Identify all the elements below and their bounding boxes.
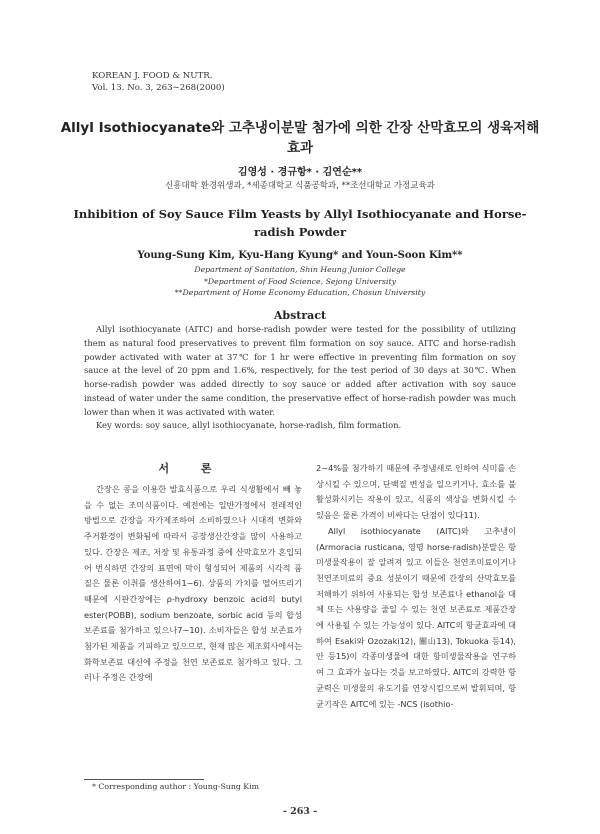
affiliation-1: Department of Sanitation, Shin Heung Junior College: [194, 265, 406, 274]
journal-volume: Vol. 13. No. 3, 263∼268(2000): [92, 83, 225, 93]
journal-name: KOREAN J. FOOD & NUTR.: [92, 71, 213, 81]
paragraph: 간장은 콩을 이용한 발효식품으로 우리 식생활에서 빼 놓을 수 없는 조미식품이다. 예전에는 일반가정에서 전래적인 방법으로 간장을 자가제조하여 소비하였으나 시대적 변화와 주거환경이 변화됨에 따라서 공장생산간장을 많이 사용하고 있다. 간장은 제조, 저장 및 유통과정 중에 산막효모가 혼입되어 번식하면 간장의 표면에 막이 형성되어 제품의 시각적 품질은 물론 이취를 생산하여1∼6). 상품의 가치를 떨어뜨리기 때문에 시판간장에는 ρ-hydroxy benzoic acid의 butyl ester(POBB), sodium benzoate, sorbic acid 등의 합성 보존료를 첨가하고 있으나7∼10). 소비자들은 합성 보존료가 첨가된 제품을 기피하고 있으므로, 현재 많은 제조회사에서는 화학보존료 대신에 주정을 천연 보존료로 첨가하고 있다. 그러나 주정은 간장에: [84, 484, 302, 683]
section-heading-introduction: 서 론: [158, 462, 226, 475]
english-title: Inhibition of Soy Sauce Film Yeasts by Allyl Isothiocyanate and Horse-radish Powder: [73, 207, 527, 239]
english-affiliations: [0, 264, 600, 299]
abstract-heading: Abstract: [273, 309, 327, 322]
korean-title: Allyl Isothiocyanate와 고추냉이분말 첨가에 의한 간장 산막효모의 생육저해 효과: [60, 120, 540, 156]
keywords: Key words: soy sauce, allyl isothiocyanate, horse-radish, film formation.: [96, 420, 402, 430]
korean-affiliations: 신흥대학 환경위생과, *세종대학교 식품공학과, **조선대학교 가정교육과: [165, 181, 435, 191]
english-authors: Young-Sung Kim, Kyu-Hang Kyung* and Youn-Soon Kim**: [137, 250, 463, 261]
affiliation-3: **Department of Home Economy Education, Chosun University: [174, 288, 426, 297]
footnote: * Corresponding author : Young-Sung Kim: [92, 782, 260, 791]
paragraph: 2∼4%를 첨가하기 때문에 주정냄새로 인하여 식미를 손상시킬 수 있으며, 단백질 변성을 일으키거나, 효소를 불활성화시키는 작용이 있고, 식품의 색상을 변화시킬 수 있음은 물론 가격이 비싸다는 단점이 있다11).: [316, 463, 516, 521]
korean-authors: 김영성 · 경규항* · 김연순**: [237, 167, 363, 178]
page-number: - 263 -: [282, 806, 318, 817]
journal-header: [92, 70, 225, 94]
body-column-right: [316, 461, 516, 712]
footnote-divider: [84, 779, 204, 780]
abstract-text: Allyl isothiocyanate (AITC) and horse-radish powder were tested for the possibility of utilizing them as natural food preservatives to prevent film formation on soy sauce. AITC and horse-radish powder activated with water at 37℃ for 1 hr were effective in preventing film formation on soy sauce at the level of 20 ppm and 1.6%, respectively, for the test period of 30 days at 30℃. When horse-radish powder was added directly to soy sauce or added after activation with soy sauce instead of water under the same condition, the preservative effect of horse-radish powder was much lower than when it was activated with water.: [84, 324, 516, 417]
body-column-left: [84, 482, 302, 686]
affiliation-2: *Department of Food Science, Sejong University: [203, 276, 396, 286]
paragraph: Allyl isothiocyanate (AITC)와 고추냉이 (Armoracia rusticana, 영명 horse-radish)분말은 항미생물작용이 잘 알려져 있고 이들은 천연조미료이거나 천연조미료의 중요 성분이기 때문에 간장의 산막효모를 저해하기 위하여 사용되는 합성 보존료나 ethanol을 대체 또는 사용량을 줄일 수 있는 천연 보존료로 제품간장에 사용될 수 있는 가능성이 있다. AITC의 항균효과에 대하여 Esaki와 Ozozaki12), 關山13), Tokuoka 등14), 안 등15)이 각종미생물에 대한 항미생물작용을 연구하여 그 효과가 높다는 것을 보고하였다. AITC의 강력한 항균력은 미생물의 유도기를 연장시킴으로써 발휘되며, 항균기작은 AITC에 있는 -NCS (isothio-: [316, 525, 516, 709]
abstract-body: [84, 323, 516, 420]
